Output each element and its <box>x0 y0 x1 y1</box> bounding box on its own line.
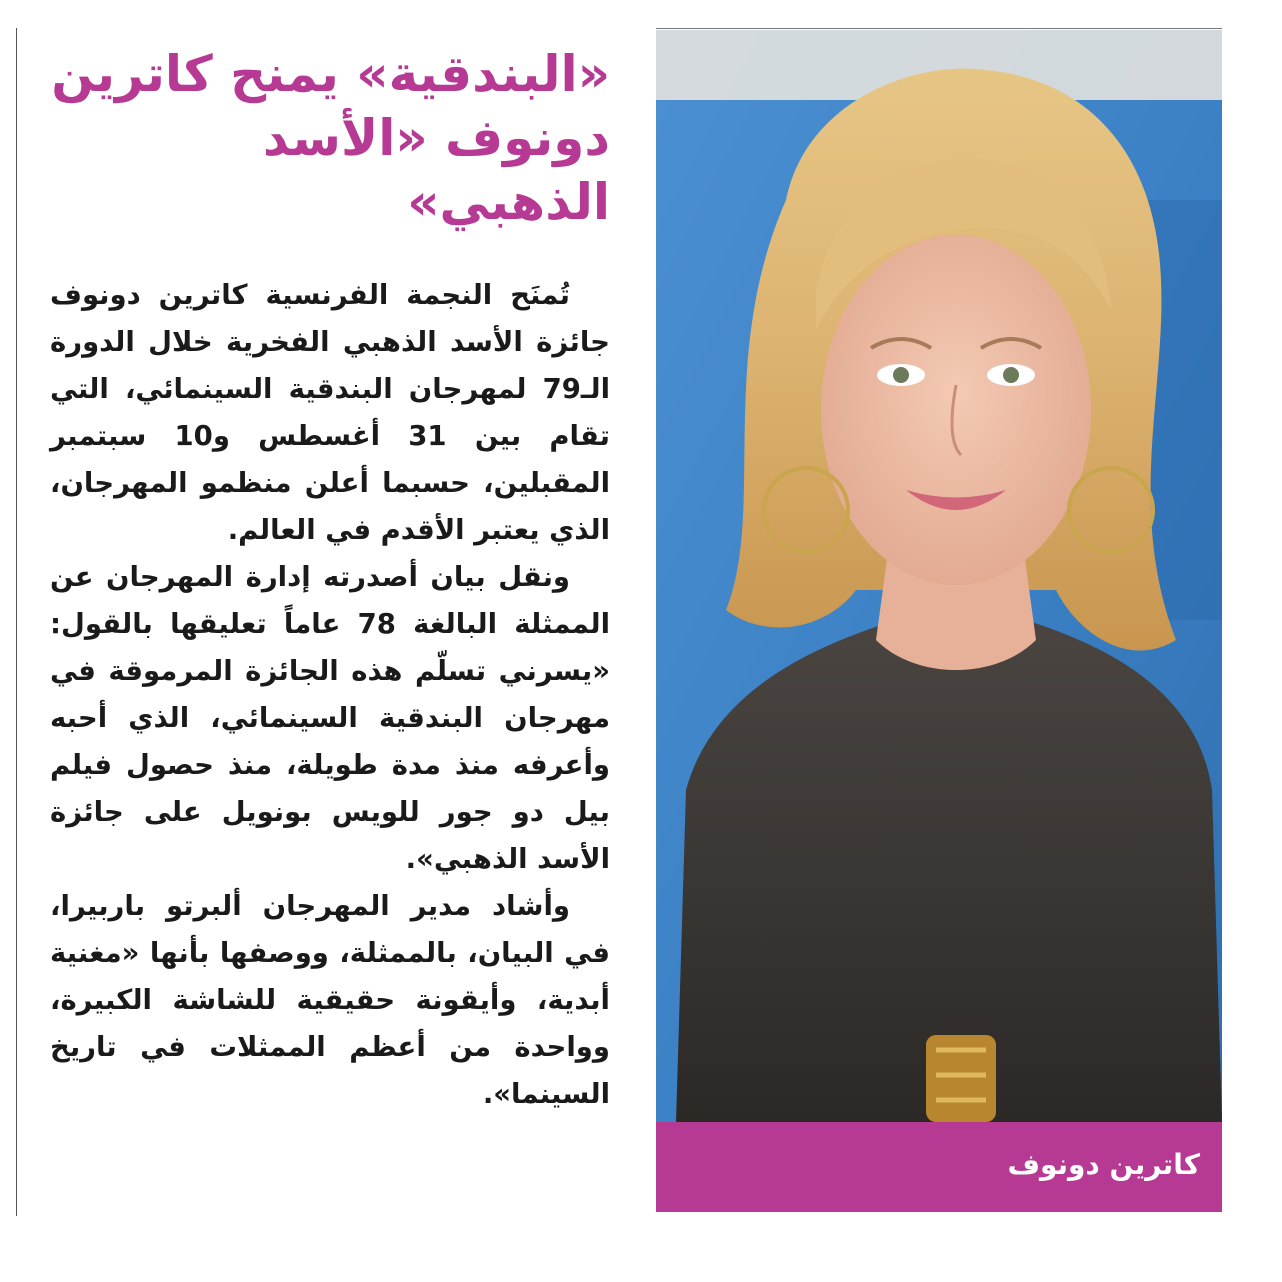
face <box>821 235 1091 585</box>
portrait-photo <box>656 30 1222 1122</box>
article-paragraph-1: تُمنَح النجمة الفرنسية كاترين دونوف جائزة الأسد الذهبي الفخرية خلال الدورة الـ79 لمهرجان البندقية السينمائي، التي تقام بين 31 أغسطس و10 سبتمبر المقبلين، حسبما أعلن منظمو المهرجان، الذي يعتبر الأقدم في العالم. <box>50 279 610 546</box>
article-column <box>50 42 610 1118</box>
article-body <box>50 272 610 1118</box>
article-paragraph-3: وأشاد مدير المهرجان ألبرتو باربيرا، في البيان، بالممثلة، ووصفها بأنها «مغنية أبدية، وأيقونة حقيقية للشاشة الكبيرة، وواحدة من أعظم الممثلات في تاريخ السينما». <box>50 890 610 1110</box>
photo-top-rule <box>656 28 1222 29</box>
photo-caption: كاترين دونوف <box>1007 1148 1200 1181</box>
column-divider <box>16 28 17 1216</box>
article-headline: «البندقية» يمنح كاترين دونوف «الأسد الذهبي» <box>51 45 610 231</box>
article-paragraph-2: ونقل بيان أصدرته إدارة المهرجان عن الممثلة البالغة 78 عاماً تعليقها بالقول: «يسرني تسلّم هذه الجائزة المرموقة في مهرجان البندقية السينمائي، الذي أحبه وأعرفه منذ مدة طويلة، منذ حصول فيلم بيل دو جور للويس بونويل على جائزة الأسد الذهبي». <box>50 561 610 875</box>
photo-caption-bar <box>656 1122 1222 1212</box>
portrait-illustration <box>656 30 1222 1122</box>
